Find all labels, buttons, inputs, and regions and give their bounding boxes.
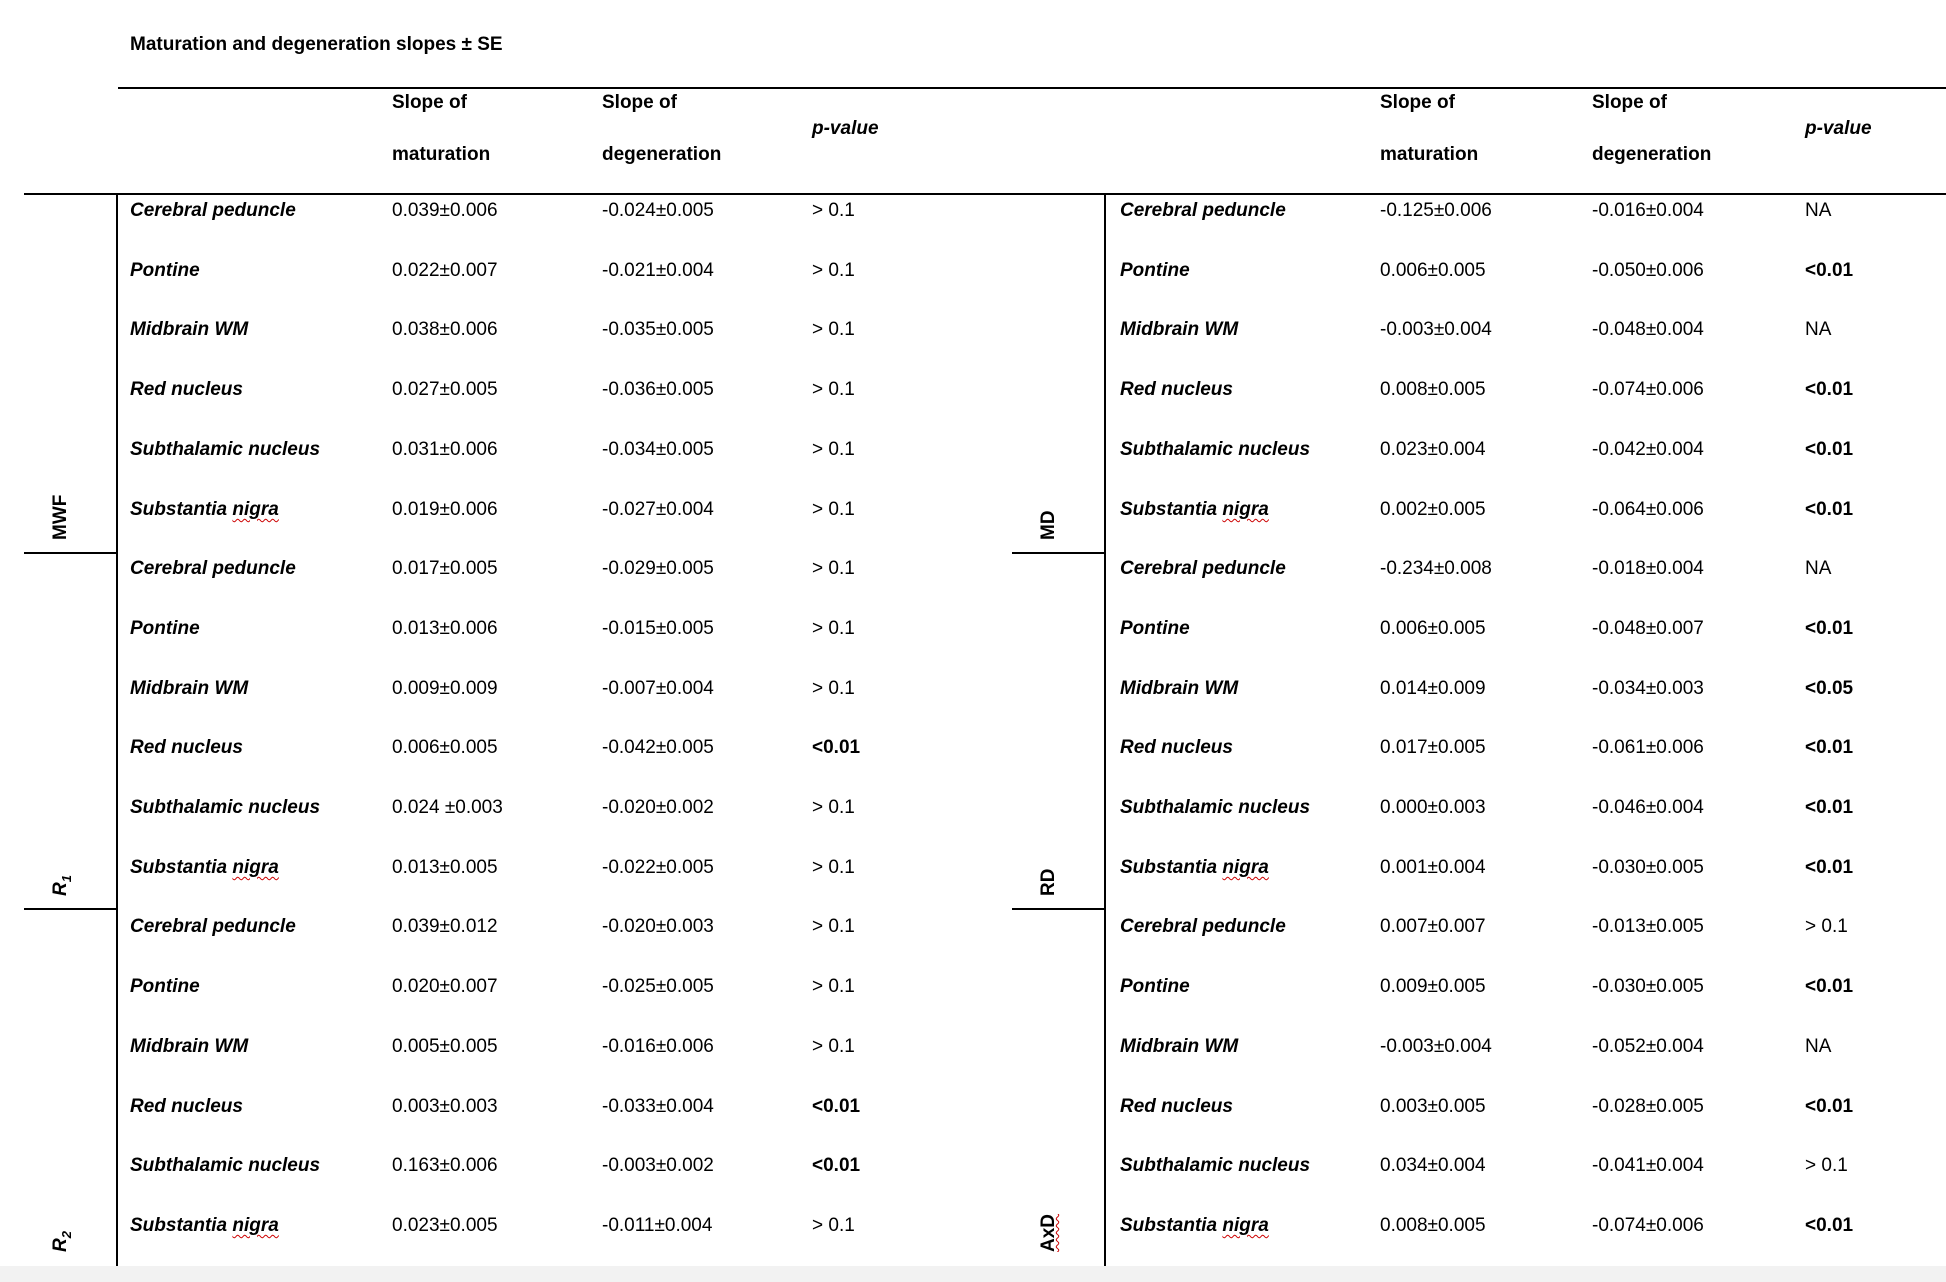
left-degeneration-slope: -0.033±0.004 xyxy=(602,1096,714,1117)
left-p-value: > 0.1 xyxy=(812,857,855,878)
right-degeneration-slope: -0.018±0.004 xyxy=(1592,558,1704,579)
left-degeneration-slope: -0.020±0.003 xyxy=(602,916,714,937)
left-degeneration-slope: -0.011±0.004 xyxy=(602,1215,713,1236)
left-degeneration-slope: -0.003±0.002 xyxy=(602,1155,714,1176)
right-region-name: Cerebral peduncle xyxy=(1120,200,1286,221)
region-word-substantia: Substantia xyxy=(130,1215,233,1236)
right-degeneration-slope: -0.050±0.006 xyxy=(1592,260,1704,281)
left-maturation-slope: 0.017±0.005 xyxy=(392,558,498,579)
left-p-value: > 0.1 xyxy=(812,200,855,221)
left-degeneration-slope: -0.029±0.005 xyxy=(602,558,714,579)
left-maturation-slope: 0.039±0.006 xyxy=(392,200,498,221)
right-region-name: Midbrain WM xyxy=(1120,678,1239,699)
left-region-name: Subthalamic nucleus xyxy=(130,1155,321,1176)
left-maturation-slope: 0.019±0.006 xyxy=(392,499,498,520)
left-maturation-slope: 0.020±0.007 xyxy=(392,976,498,997)
right-region-name xyxy=(1120,1215,1269,1237)
right-degeneration-slope: -0.061±0.006 xyxy=(1592,737,1704,758)
metric-label-mwf: MWF xyxy=(50,494,71,540)
region-word-nigra: nigra xyxy=(232,499,279,520)
left-metric-separator xyxy=(116,193,118,1266)
left-group-rule-2 xyxy=(24,908,118,910)
right-maturation-slope: -0.003±0.004 xyxy=(1380,1036,1492,1057)
right-header-slope-of-degeneration: Slope of xyxy=(1592,92,1667,113)
left-region-name: Red nucleus xyxy=(130,1096,243,1117)
left-maturation-slope: 0.003±0.003 xyxy=(392,1096,498,1117)
right-degeneration-slope: -0.041±0.004 xyxy=(1592,1155,1704,1176)
right-p-value: <0.01 xyxy=(1805,618,1854,639)
left-p-value: <0.01 xyxy=(812,737,861,758)
metric-label-r2: $R_2$ xyxy=(50,1231,74,1252)
region-word-substantia: Substantia xyxy=(1120,1215,1223,1236)
right-degeneration-slope: -0.048±0.004 xyxy=(1592,319,1704,340)
right-p-value: <0.01 xyxy=(1805,857,1854,878)
left-p-value: > 0.1 xyxy=(812,916,855,937)
right-region-name: Cerebral peduncle xyxy=(1120,916,1286,937)
right-group-rule-2 xyxy=(1012,908,1106,910)
right-p-value: <0.01 xyxy=(1805,976,1854,997)
right-header-pvalue: p-value xyxy=(1805,118,1872,139)
right-p-value: NA xyxy=(1805,558,1832,579)
left-region-name: Red nucleus xyxy=(130,737,243,758)
right-p-value: <0.01 xyxy=(1805,379,1854,400)
left-maturation-slope: 0.027±0.005 xyxy=(392,379,498,400)
left-p-value: > 0.1 xyxy=(812,499,855,520)
right-degeneration-slope: -0.030±0.005 xyxy=(1592,857,1704,878)
right-region-name: Red nucleus xyxy=(1120,379,1233,400)
right-maturation-slope: -0.003±0.004 xyxy=(1380,319,1492,340)
right-maturation-slope: -0.234±0.008 xyxy=(1380,558,1492,579)
right-maturation-slope: 0.000±0.003 xyxy=(1380,797,1486,818)
right-maturation-slope: 0.007±0.007 xyxy=(1380,916,1486,937)
left-degeneration-slope: -0.025±0.005 xyxy=(602,976,714,997)
right-p-value: <0.01 xyxy=(1805,260,1854,281)
left-degeneration-slope: -0.035±0.005 xyxy=(602,319,714,340)
right-p-value: <0.01 xyxy=(1805,797,1854,818)
right-maturation-slope: 0.001±0.004 xyxy=(1380,857,1486,878)
left-degeneration-slope: -0.007±0.004 xyxy=(602,678,714,699)
right-region-name: Red nucleus xyxy=(1120,1096,1233,1117)
left-maturation-slope: 0.038±0.006 xyxy=(392,319,498,340)
left-maturation-slope: 0.013±0.006 xyxy=(392,618,498,639)
right-region-name: Midbrain WM xyxy=(1120,319,1239,340)
right-maturation-slope: 0.017±0.005 xyxy=(1380,737,1486,758)
right-maturation-slope: 0.034±0.004 xyxy=(1380,1155,1486,1176)
left-region-name: Midbrain WM xyxy=(130,1036,249,1057)
left-maturation-slope: 0.039±0.012 xyxy=(392,916,498,937)
left-header-slope-of-degeneration: Slope of xyxy=(602,92,677,113)
right-maturation-slope: 0.008±0.005 xyxy=(1380,379,1486,400)
left-maturation-slope: 0.031±0.006 xyxy=(392,439,498,460)
right-degeneration-slope: -0.034±0.003 xyxy=(1592,678,1704,699)
right-group-rule-1 xyxy=(1012,552,1106,554)
metric-label-rd: RD xyxy=(1038,868,1059,896)
left-region-name: Red nucleus xyxy=(130,379,243,400)
left-p-value: > 0.1 xyxy=(812,1036,855,1057)
region-word-nigra: nigra xyxy=(232,1215,279,1236)
left-maturation-slope: 0.005±0.005 xyxy=(392,1036,498,1057)
metric-label-axd: AxD xyxy=(1038,1213,1059,1252)
left-p-value: > 0.1 xyxy=(812,319,855,340)
left-p-value: > 0.1 xyxy=(812,558,855,579)
left-region-name: Cerebral peduncle xyxy=(130,916,296,937)
left-p-value: <0.01 xyxy=(812,1096,861,1117)
left-header-slope-of-maturation: Slope of xyxy=(392,92,467,113)
left-degeneration-slope: -0.036±0.005 xyxy=(602,379,714,400)
right-metric-separator xyxy=(1104,193,1106,1266)
right-region-name: Red nucleus xyxy=(1120,737,1233,758)
left-degeneration-slope: -0.022±0.005 xyxy=(602,857,714,878)
right-maturation-slope: 0.003±0.005 xyxy=(1380,1096,1486,1117)
left-maturation-slope: 0.022±0.007 xyxy=(392,260,498,281)
right-maturation-slope: 0.009±0.005 xyxy=(1380,976,1486,997)
left-maturation-slope: 0.009±0.009 xyxy=(392,678,498,699)
left-p-value: > 0.1 xyxy=(812,379,855,400)
left-degeneration-slope: -0.024±0.005 xyxy=(602,200,714,221)
right-p-value: <0.01 xyxy=(1805,1096,1854,1117)
right-degeneration-slope: -0.074±0.006 xyxy=(1592,379,1704,400)
right-degeneration-slope: -0.028±0.005 xyxy=(1592,1096,1704,1117)
right-region-name: Cerebral peduncle xyxy=(1120,558,1286,579)
right-region-name: Pontine xyxy=(1120,618,1190,639)
left-p-value: > 0.1 xyxy=(812,1215,855,1236)
right-degeneration-slope: -0.074±0.006 xyxy=(1592,1215,1704,1236)
left-region-name: Midbrain WM xyxy=(130,678,249,699)
right-header-degeneration: degeneration xyxy=(1592,144,1712,165)
right-region-name: Midbrain WM xyxy=(1120,1036,1239,1057)
right-p-value: <0.01 xyxy=(1805,1215,1854,1236)
right-degeneration-slope: -0.030±0.005 xyxy=(1592,976,1704,997)
right-degeneration-slope: -0.016±0.004 xyxy=(1592,200,1704,221)
right-header-maturation: maturation xyxy=(1380,144,1479,165)
left-p-value: > 0.1 xyxy=(812,678,855,699)
right-p-value: NA xyxy=(1805,200,1832,221)
top-rule xyxy=(118,87,1946,89)
right-region-name: Subthalamic nucleus xyxy=(1120,439,1311,460)
right-maturation-slope: 0.008±0.005 xyxy=(1380,1215,1486,1236)
right-p-value: <0.01 xyxy=(1805,499,1854,520)
left-p-value: > 0.1 xyxy=(812,797,855,818)
left-group-rule-1 xyxy=(24,552,118,554)
left-header-pvalue: p-value xyxy=(812,118,879,139)
left-maturation-slope: 0.163±0.006 xyxy=(392,1155,498,1176)
right-p-value: NA xyxy=(1805,319,1832,340)
right-region-name xyxy=(1120,499,1269,521)
region-word-substantia: Substantia xyxy=(1120,499,1223,520)
left-degeneration-slope: -0.015±0.005 xyxy=(602,618,714,639)
right-p-value: > 0.1 xyxy=(1805,916,1848,937)
right-region-name: Pontine xyxy=(1120,976,1190,997)
right-maturation-slope: 0.014±0.009 xyxy=(1380,678,1486,699)
left-degeneration-slope: -0.020±0.002 xyxy=(602,797,714,818)
right-degeneration-slope: -0.064±0.006 xyxy=(1592,499,1704,520)
right-degeneration-slope: -0.042±0.004 xyxy=(1592,439,1704,460)
right-maturation-slope: -0.125±0.006 xyxy=(1380,200,1492,221)
header-rule xyxy=(24,193,1946,195)
left-degeneration-slope: -0.021±0.004 xyxy=(602,260,714,281)
right-p-value: NA xyxy=(1805,1036,1832,1057)
right-region-name xyxy=(1120,857,1269,879)
right-region-name: Subthalamic nucleus xyxy=(1120,1155,1311,1176)
table-title: Maturation and degeneration slopes ± SE xyxy=(130,34,503,55)
right-region-name: Subthalamic nucleus xyxy=(1120,797,1311,818)
left-region-name: Subthalamic nucleus xyxy=(130,439,321,460)
left-maturation-slope: 0.023±0.005 xyxy=(392,1215,498,1236)
region-word-nigra: nigra xyxy=(1222,1215,1269,1236)
left-maturation-slope: 0.006±0.005 xyxy=(392,737,498,758)
left-region-name: Pontine xyxy=(130,618,200,639)
left-p-value: > 0.1 xyxy=(812,618,855,639)
right-degeneration-slope: -0.013±0.005 xyxy=(1592,916,1704,937)
region-word-nigra: nigra xyxy=(232,857,279,878)
left-region-name: Cerebral peduncle xyxy=(130,200,296,221)
page-bottom-strip xyxy=(0,1266,1946,1282)
right-p-value: <0.01 xyxy=(1805,439,1854,460)
left-region-name xyxy=(130,499,279,521)
left-region-name xyxy=(130,857,279,879)
left-degeneration-slope: -0.042±0.005 xyxy=(602,737,714,758)
left-region-name: Subthalamic nucleus xyxy=(130,797,321,818)
left-p-value: > 0.1 xyxy=(812,260,855,281)
region-word-nigra: nigra xyxy=(1222,499,1269,520)
left-p-value: > 0.1 xyxy=(812,976,855,997)
left-region-name: Midbrain WM xyxy=(130,319,249,340)
metric-label-r1: $R_1$ xyxy=(50,875,74,896)
right-p-value: <0.05 xyxy=(1805,678,1854,699)
region-word-nigra: nigra xyxy=(1222,857,1269,878)
region-word-substantia: Substantia xyxy=(130,857,233,878)
right-degeneration-slope: -0.052±0.004 xyxy=(1592,1036,1704,1057)
left-region-name: Pontine xyxy=(130,976,200,997)
left-p-value: > 0.1 xyxy=(812,439,855,460)
right-header-slope-of-maturation: Slope of xyxy=(1380,92,1455,113)
right-p-value: <0.01 xyxy=(1805,737,1854,758)
metric-label-md: MD xyxy=(1038,510,1059,540)
left-degeneration-slope: -0.016±0.006 xyxy=(602,1036,714,1057)
right-maturation-slope: 0.006±0.005 xyxy=(1380,618,1486,639)
left-region-name: Cerebral peduncle xyxy=(130,558,296,579)
right-maturation-slope: 0.002±0.005 xyxy=(1380,499,1486,520)
region-word-substantia: Substantia xyxy=(1120,857,1223,878)
right-maturation-slope: 0.023±0.004 xyxy=(1380,439,1486,460)
left-region-name: Pontine xyxy=(130,260,200,281)
region-word-substantia: Substantia xyxy=(130,499,233,520)
left-header-degeneration: degeneration xyxy=(602,144,722,165)
left-header-maturation: maturation xyxy=(392,144,491,165)
left-maturation-slope: 0.013±0.005 xyxy=(392,857,498,878)
right-maturation-slope: 0.006±0.005 xyxy=(1380,260,1486,281)
left-maturation-slope: 0.024 ±0.003 xyxy=(392,797,503,818)
right-degeneration-slope: -0.046±0.004 xyxy=(1592,797,1704,818)
right-region-name: Pontine xyxy=(1120,260,1190,281)
left-degeneration-slope: -0.027±0.004 xyxy=(602,499,714,520)
right-degeneration-slope: -0.048±0.007 xyxy=(1592,618,1704,639)
right-p-value: > 0.1 xyxy=(1805,1155,1848,1176)
left-region-name xyxy=(130,1215,279,1237)
left-degeneration-slope: -0.034±0.005 xyxy=(602,439,714,460)
left-p-value: <0.01 xyxy=(812,1155,861,1176)
